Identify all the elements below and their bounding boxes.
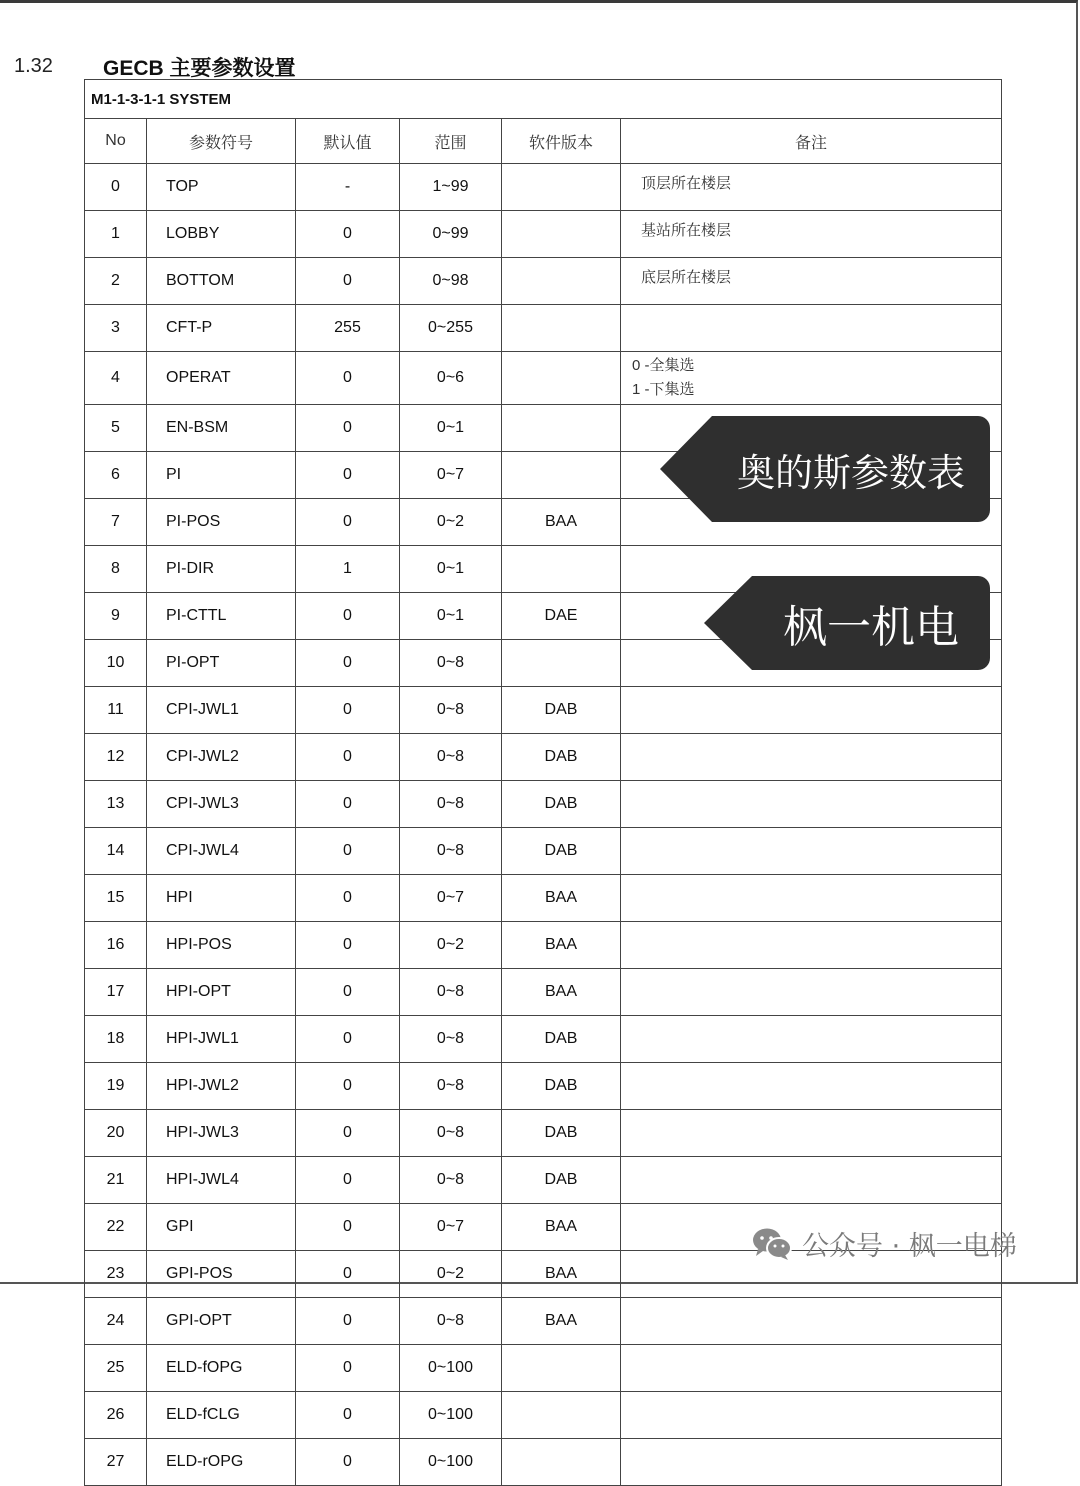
cell-note [621, 828, 1002, 875]
cell-range: 0~7 [400, 452, 502, 499]
cell-note [621, 781, 1002, 828]
parameter-table [84, 79, 1002, 1486]
cell-default: 0 [296, 781, 400, 828]
cell-symbol: GPI [147, 1204, 296, 1251]
table-row [85, 164, 1002, 211]
cell-symbol: CPI-JWL3 [147, 781, 296, 828]
cell-default: 0 [296, 1345, 400, 1392]
cell-version [502, 1392, 621, 1439]
cell-no: 0 [85, 164, 147, 211]
cell-version [502, 258, 621, 305]
cell-default: 255 [296, 305, 400, 352]
cell-version: BAA [502, 875, 621, 922]
table-header-row [85, 119, 1002, 164]
cell-symbol: EN-BSM [147, 405, 296, 452]
cell-range: 0~2 [400, 922, 502, 969]
cell-note [621, 1298, 1002, 1345]
cell-no: 11 [85, 687, 147, 734]
note-line: 1 -下集选 [632, 381, 695, 398]
cell-range: 0~8 [400, 781, 502, 828]
cell-symbol: PI [147, 452, 296, 499]
cell-default: - [296, 164, 400, 211]
cell-version: BAA [502, 1298, 621, 1345]
cell-version [502, 640, 621, 687]
cell-default: 0 [296, 734, 400, 781]
cell-symbol: GPI-POS [147, 1251, 296, 1298]
cell-note [621, 1345, 1002, 1392]
cell-default: 0 [296, 352, 400, 405]
cell-range: 0~7 [400, 1204, 502, 1251]
cell-no: 13 [85, 781, 147, 828]
cell-version [502, 546, 621, 593]
cell-range: 0~8 [400, 1016, 502, 1063]
cell-no: 17 [85, 969, 147, 1016]
table-row [85, 922, 1002, 969]
cell-note [621, 1110, 1002, 1157]
cell-range: 0~255 [400, 305, 502, 352]
header-version: 软件版本 [502, 119, 621, 164]
cell-default: 0 [296, 828, 400, 875]
cell-no: 27 [85, 1439, 147, 1486]
cell-symbol: PI-OPT [147, 640, 296, 687]
cell-note [621, 305, 1002, 352]
cell-no: 9 [85, 593, 147, 640]
note-line: 0 -全集选 [632, 357, 695, 374]
cell-note [621, 734, 1002, 781]
cell-version [502, 1345, 621, 1392]
table-row [85, 969, 1002, 1016]
cell-no: 7 [85, 499, 147, 546]
table-row [85, 1439, 1002, 1486]
cell-version: DAB [502, 734, 621, 781]
cell-range: 0~99 [400, 211, 502, 258]
cell-no: 24 [85, 1298, 147, 1345]
cell-default: 0 [296, 593, 400, 640]
cell-version [502, 211, 621, 258]
cell-range: 0~100 [400, 1392, 502, 1439]
table-row [85, 1016, 1002, 1063]
cell-range: 0~2 [400, 1251, 502, 1298]
cell-default: 0 [296, 1016, 400, 1063]
cell-default: 0 [296, 1204, 400, 1251]
cell-version: DAB [502, 687, 621, 734]
cell-version [502, 405, 621, 452]
cell-default: 0 [296, 499, 400, 546]
cell-symbol: GPI-OPT [147, 1298, 296, 1345]
cell-range: 0~8 [400, 687, 502, 734]
watermark-text: 公众号 · 枫一电梯 [802, 1231, 1017, 1262]
cell-no: 15 [85, 875, 147, 922]
cell-no: 3 [85, 305, 147, 352]
note-line: 顶层所在楼层 [641, 175, 732, 192]
cell-note [621, 258, 1002, 305]
cell-symbol: HPI-JWL4 [147, 1157, 296, 1204]
cell-no: 5 [85, 405, 147, 452]
cell-version: DAE [502, 593, 621, 640]
cell-range: 0~8 [400, 1157, 502, 1204]
cell-no: 1 [85, 211, 147, 258]
table-row [85, 258, 1002, 305]
cell-range: 0~1 [400, 405, 502, 452]
cell-symbol: CFT-P [147, 305, 296, 352]
cell-range: 0~7 [400, 875, 502, 922]
cell-version: BAA [502, 922, 621, 969]
cell-no: 20 [85, 1110, 147, 1157]
watermark [752, 1224, 1017, 1263]
cell-symbol: TOP [147, 164, 296, 211]
header-symbol: 参数符号 [147, 119, 296, 164]
cell-note [621, 875, 1002, 922]
cell-range: 0~6 [400, 352, 502, 405]
cell-note [621, 1016, 1002, 1063]
table-row [85, 1110, 1002, 1157]
table-caption: M1-1-3-1-1 SYSTEM [85, 80, 1002, 119]
cell-default: 0 [296, 1157, 400, 1204]
cell-version [502, 164, 621, 211]
cell-note [621, 1439, 1002, 1486]
cell-version: DAB [502, 1016, 621, 1063]
cell-no: 22 [85, 1204, 147, 1251]
cell-no: 6 [85, 452, 147, 499]
cell-symbol: PI-CTTL [147, 593, 296, 640]
cell-range: 0~100 [400, 1345, 502, 1392]
cell-no: 21 [85, 1157, 147, 1204]
cell-range: 0~8 [400, 1298, 502, 1345]
header-no: No [85, 119, 147, 164]
cell-default: 0 [296, 922, 400, 969]
cell-no: 26 [85, 1392, 147, 1439]
cell-symbol: PI-DIR [147, 546, 296, 593]
header-default: 默认值 [296, 119, 400, 164]
cell-version: BAA [502, 969, 621, 1016]
banner-label-second: 枫一机电 [752, 576, 990, 670]
cell-symbol: HPI-JWL3 [147, 1110, 296, 1157]
section-number: 1.32 [14, 55, 53, 77]
cell-no: 12 [85, 734, 147, 781]
table-row [85, 305, 1002, 352]
note-line: 基站所在楼层 [641, 222, 732, 239]
cell-no: 18 [85, 1016, 147, 1063]
cell-note [621, 687, 1002, 734]
cell-symbol: ELD-fCLG [147, 1392, 296, 1439]
cell-no: 14 [85, 828, 147, 875]
cell-no: 25 [85, 1345, 147, 1392]
cell-symbol: PI-POS [147, 499, 296, 546]
cell-symbol: BOTTOM [147, 258, 296, 305]
cell-default: 0 [296, 1063, 400, 1110]
cell-default: 0 [296, 1110, 400, 1157]
table-row [85, 1063, 1002, 1110]
section-title: GECB 主要参数设置 [103, 57, 296, 80]
cell-default: 0 [296, 687, 400, 734]
cell-version: DAB [502, 781, 621, 828]
cell-symbol: CPI-JWL1 [147, 687, 296, 734]
cell-note [621, 1063, 1002, 1110]
cell-no: 16 [85, 922, 147, 969]
table-row [85, 875, 1002, 922]
header-note: 备注 [621, 119, 1002, 164]
cell-default: 0 [296, 875, 400, 922]
cell-range: 0~8 [400, 1063, 502, 1110]
cell-range: 0~8 [400, 1110, 502, 1157]
cell-no: 10 [85, 640, 147, 687]
cell-version: DAB [502, 1157, 621, 1204]
cell-symbol: HPI-OPT [147, 969, 296, 1016]
cell-default: 0 [296, 1392, 400, 1439]
cell-default: 0 [296, 211, 400, 258]
cell-range: 0~8 [400, 969, 502, 1016]
banner-label-first: 奥的斯参数表 [712, 416, 990, 522]
cell-default: 0 [296, 1439, 400, 1486]
cell-default: 0 [296, 1298, 400, 1345]
cell-symbol: HPI-JWL1 [147, 1016, 296, 1063]
cell-no: 4 [85, 352, 147, 405]
cell-default: 0 [296, 452, 400, 499]
table-row [85, 1157, 1002, 1204]
cell-version: DAB [502, 828, 621, 875]
cell-version: DAB [502, 1063, 621, 1110]
cell-default: 1 [296, 546, 400, 593]
cell-note [621, 352, 1002, 405]
cell-range: 0~98 [400, 258, 502, 305]
table-row [85, 352, 1002, 405]
cell-no: 2 [85, 258, 147, 305]
cell-version [502, 352, 621, 405]
cell-default: 0 [296, 1251, 400, 1298]
cell-symbol: CPI-JWL4 [147, 828, 296, 875]
cell-symbol: LOBBY [147, 211, 296, 258]
cell-range: 0~1 [400, 546, 502, 593]
cell-symbol: ELD-rOPG [147, 1439, 296, 1486]
table-row [85, 734, 1002, 781]
table-row [85, 828, 1002, 875]
cell-note [621, 922, 1002, 969]
cell-no: 8 [85, 546, 147, 593]
cell-range: 1~99 [400, 164, 502, 211]
table-row [85, 1298, 1002, 1345]
cell-symbol: HPI-POS [147, 922, 296, 969]
cell-range: 0~8 [400, 640, 502, 687]
cell-default: 0 [296, 969, 400, 1016]
cell-version: BAA [502, 499, 621, 546]
cell-version: DAB [502, 1110, 621, 1157]
cell-note [621, 1157, 1002, 1204]
table-row [85, 687, 1002, 734]
cell-no: 23 [85, 1251, 147, 1298]
table-row [85, 211, 1002, 258]
cell-default: 0 [296, 640, 400, 687]
cell-symbol: HPI [147, 875, 296, 922]
header-range: 范围 [400, 119, 502, 164]
cell-note [621, 1392, 1002, 1439]
wechat-icon [752, 1227, 792, 1261]
cell-range: 0~1 [400, 593, 502, 640]
cell-default: 0 [296, 405, 400, 452]
cell-range: 0~8 [400, 828, 502, 875]
cell-version [502, 305, 621, 352]
cell-version: BAA [502, 1204, 621, 1251]
cell-symbol: CPI-JWL2 [147, 734, 296, 781]
cell-version [502, 452, 621, 499]
cell-note [621, 969, 1002, 1016]
cell-range: 0~2 [400, 499, 502, 546]
table-row [85, 1345, 1002, 1392]
cell-symbol: ELD-fOPG [147, 1345, 296, 1392]
cell-symbol: OPERAT [147, 352, 296, 405]
cell-range: 0~100 [400, 1439, 502, 1486]
cell-note [621, 211, 1002, 258]
note-line: 底层所在楼层 [641, 269, 732, 286]
cell-range: 0~8 [400, 734, 502, 781]
cell-version [502, 1439, 621, 1486]
cell-note [621, 164, 1002, 211]
cell-no: 19 [85, 1063, 147, 1110]
cell-symbol: HPI-JWL2 [147, 1063, 296, 1110]
table-row [85, 781, 1002, 828]
cell-version: BAA [502, 1251, 621, 1298]
table-row [85, 1392, 1002, 1439]
cell-default: 0 [296, 258, 400, 305]
